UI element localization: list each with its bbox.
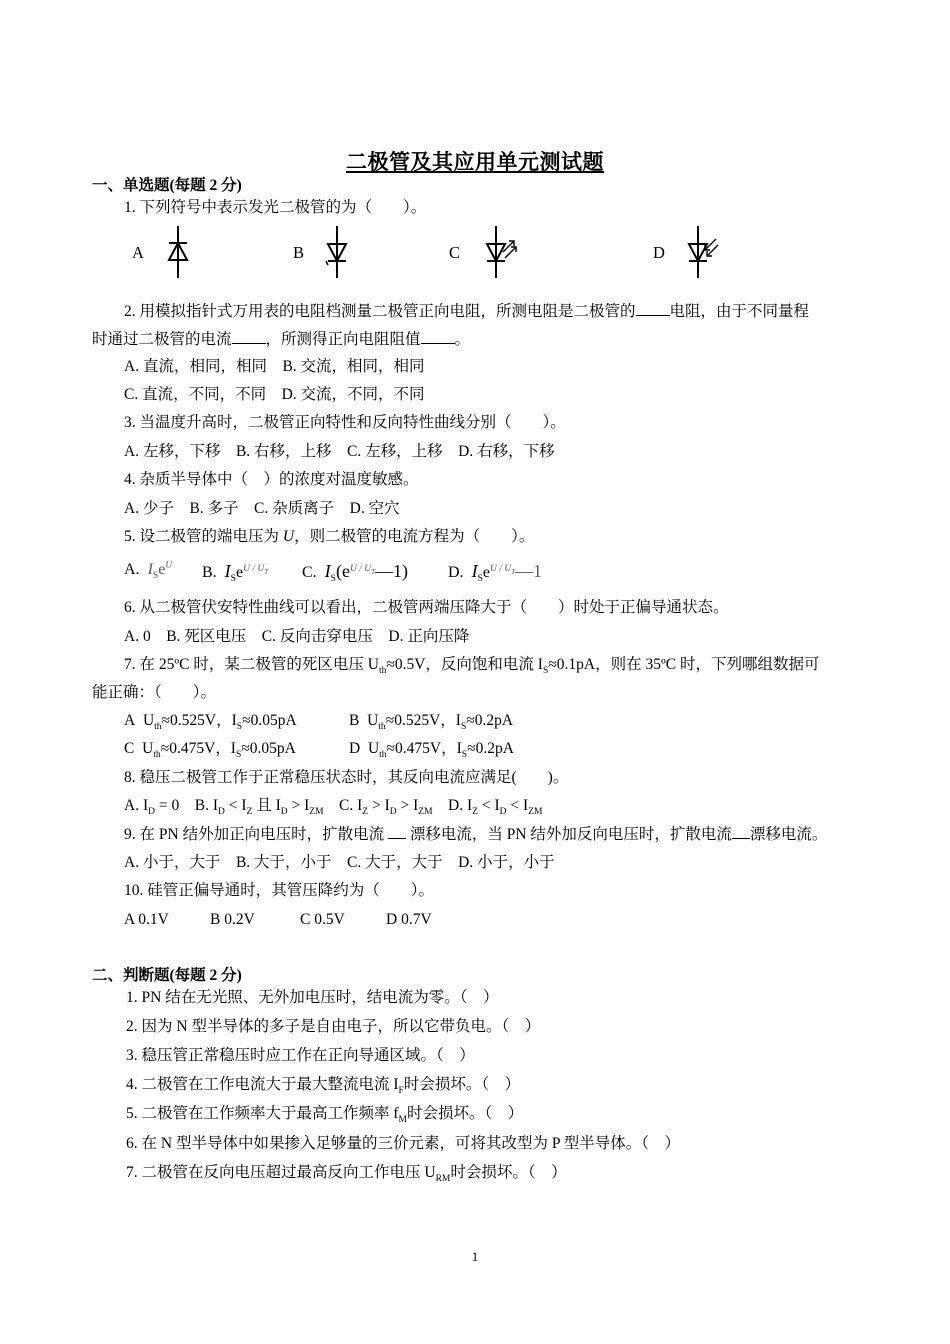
question-4: 4. 杂质半导体中（ ）的浓度对温度敏感。 xyxy=(124,471,419,488)
option-a-label: A xyxy=(132,243,144,262)
answer-blank xyxy=(421,329,455,344)
question-7-line-1: 7. 在 25ºC 时，某二极管的死区电压 $U_{th}\approx 0.5V$，反向饱和电流 $I_S\approx 0.1pA$，则在 35ºC 时，下列哪组数据可 xyxy=(124,656,820,677)
question-10: 10. 硅管正偏导通时，其管压降约为（ ）。 xyxy=(124,882,435,899)
question-10-option-d: D 0.7V xyxy=(386,911,432,928)
answer-blank xyxy=(388,824,406,839)
formula-option-c: C. $I_S(e^{U / U_T}—1)$ xyxy=(302,561,408,585)
question-2-line-1: 2. 用模拟指针式万用表的电阻档测量二极管正向电阻，所测电阻是二极管的 电阻，由于不同量程 xyxy=(124,303,810,320)
question-2-options-2: C. 直流，不同，不同 D. 交流，不同，不同 xyxy=(124,386,425,403)
question-2-options-1: A. 直流，相同，相同 B. 交流，相同，相同 xyxy=(124,358,425,375)
answer-blank xyxy=(636,301,670,316)
answer-blank xyxy=(732,824,750,839)
question-1: 1. 下列符号中表示发光二极管的为（ ）。 xyxy=(124,199,427,216)
formula-option-b: B. $I_Se^{U / U_T}$ xyxy=(202,561,269,585)
question-6: 6. 从二极管伏安特性曲线可以看出，二极管两端压降大于（ ）时处于正偏导通状态。 xyxy=(124,599,729,616)
question-10-option-c: C 0.5V xyxy=(300,911,345,928)
judgement-item-3: 3. 稳压管正常稳压时应工作在正向导通区域。（ ） xyxy=(126,1047,475,1064)
question-3: 3. 当温度升高时，二极管正向特性和反向特性曲线分别（ ）。 xyxy=(124,414,566,431)
formula-option-d: D. $I_Se^{U / U_T}—1$ xyxy=(448,561,542,585)
question-8-options: A. $I_D = 0$ B. $I_D < I_Z$ 且 $I_D > I_{ZM}$ C. $I_Z > I_D > I_{ZM}$ D. $I_Z < I_D < I_{ZM}$ xyxy=(124,797,543,818)
option-b-label: B xyxy=(293,243,305,262)
diode-symbol-b-icon xyxy=(322,224,352,280)
answer-blank xyxy=(232,329,266,344)
question-7-option-d: D $U_{th}\approx 0.475V$，$I_S\approx 0.2pA$ xyxy=(349,740,514,761)
judgement-item-5: 5. 二极管在工作频率大于最高工作频率 $f_M$时会损坏。（ ） xyxy=(126,1105,524,1126)
diode-symbol-c-icon xyxy=(481,224,521,280)
diode-symbol-a-icon xyxy=(163,224,193,280)
question-5: 5. 设二极管的端电压为 U，则二极管的电流方程为（ ）。 xyxy=(124,528,535,545)
question-9: 9. 在 PN 结外加正向电压时，扩散电流 漂移电流，当 PN 结外加反向电压时，扩散电流 漂移电流。 xyxy=(124,826,828,843)
question-7-option-c: C $U_{th}\approx 0.475V$，$I_S\approx 0.05pA$ xyxy=(124,740,296,761)
question-10-option-a: A 0.1V xyxy=(124,911,169,928)
option-d-label: D xyxy=(653,243,665,262)
formula-option-a: A. $I_Se^U$ xyxy=(124,560,173,582)
question-2-line-2: 时通过二极管的电流 ，所测得正向电阻阻值 。 xyxy=(92,331,471,348)
section-heading-single-choice: 一、单选题(每题 2 分) xyxy=(92,177,242,194)
judgement-item-6: 6. 在 N 型半导体中如果掺入足够量的三价元素，可将其改型为 P 型半导体。（ ） xyxy=(126,1135,680,1152)
question-6-options: A. 0 B. 死区电压 C. 反向击穿电压 D. 正向压降 xyxy=(124,628,470,645)
question-8: 8. 稳压二极管工作于正常稳压状态时，其反向电流应满足( )。 xyxy=(124,769,569,786)
judgement-item-7: 7. 二极管在反向电压超过最高反向工作电压 $U_{RM}$时会损坏。（ ） xyxy=(126,1164,567,1185)
question-4-options: A. 少子 B. 多子 C. 杂质离子 D. 空穴 xyxy=(124,500,400,517)
question-7-line-2: 能正确：（ ）。 xyxy=(92,684,217,701)
question-3-options: A. 左移，下移 B. 右移，上移 C. 左移，上移 D. 右移，下移 xyxy=(124,443,555,460)
page-number: 1 xyxy=(471,1249,479,1264)
option-c-label: C xyxy=(449,243,461,262)
question-10-option-b: B 0.2V xyxy=(210,911,255,928)
page-title: 二极管及其应用单元测试题 xyxy=(346,150,604,174)
question-9-options: A. 小于，大于 B. 大于，小于 C. 大于，大于 D. 小于，小于 xyxy=(124,854,555,871)
judgement-item-2: 2. 因为 N 型半导体的多子是自由电子，所以它带负电。（ ） xyxy=(126,1018,541,1035)
judgement-item-4: 4. 二极管在工作电流大于最大整流电流 $I_F$时会损坏。（ ） xyxy=(126,1076,521,1097)
section-heading-true-false: 二、判断题(每题 2 分) xyxy=(92,967,242,984)
question-7-option-b: B $U_{th}\approx 0.525V$，$I_S\approx 0.2pA$ xyxy=(349,712,514,733)
judgement-item-1: 1. PN 结在无光照、无外加电压时，结电流为零。（ ） xyxy=(126,989,499,1006)
question-7-option-a: A $U_{th}\approx 0.525V$，$I_S\approx 0.05pA$ xyxy=(124,712,297,733)
diode-symbol-d-icon xyxy=(683,224,723,280)
